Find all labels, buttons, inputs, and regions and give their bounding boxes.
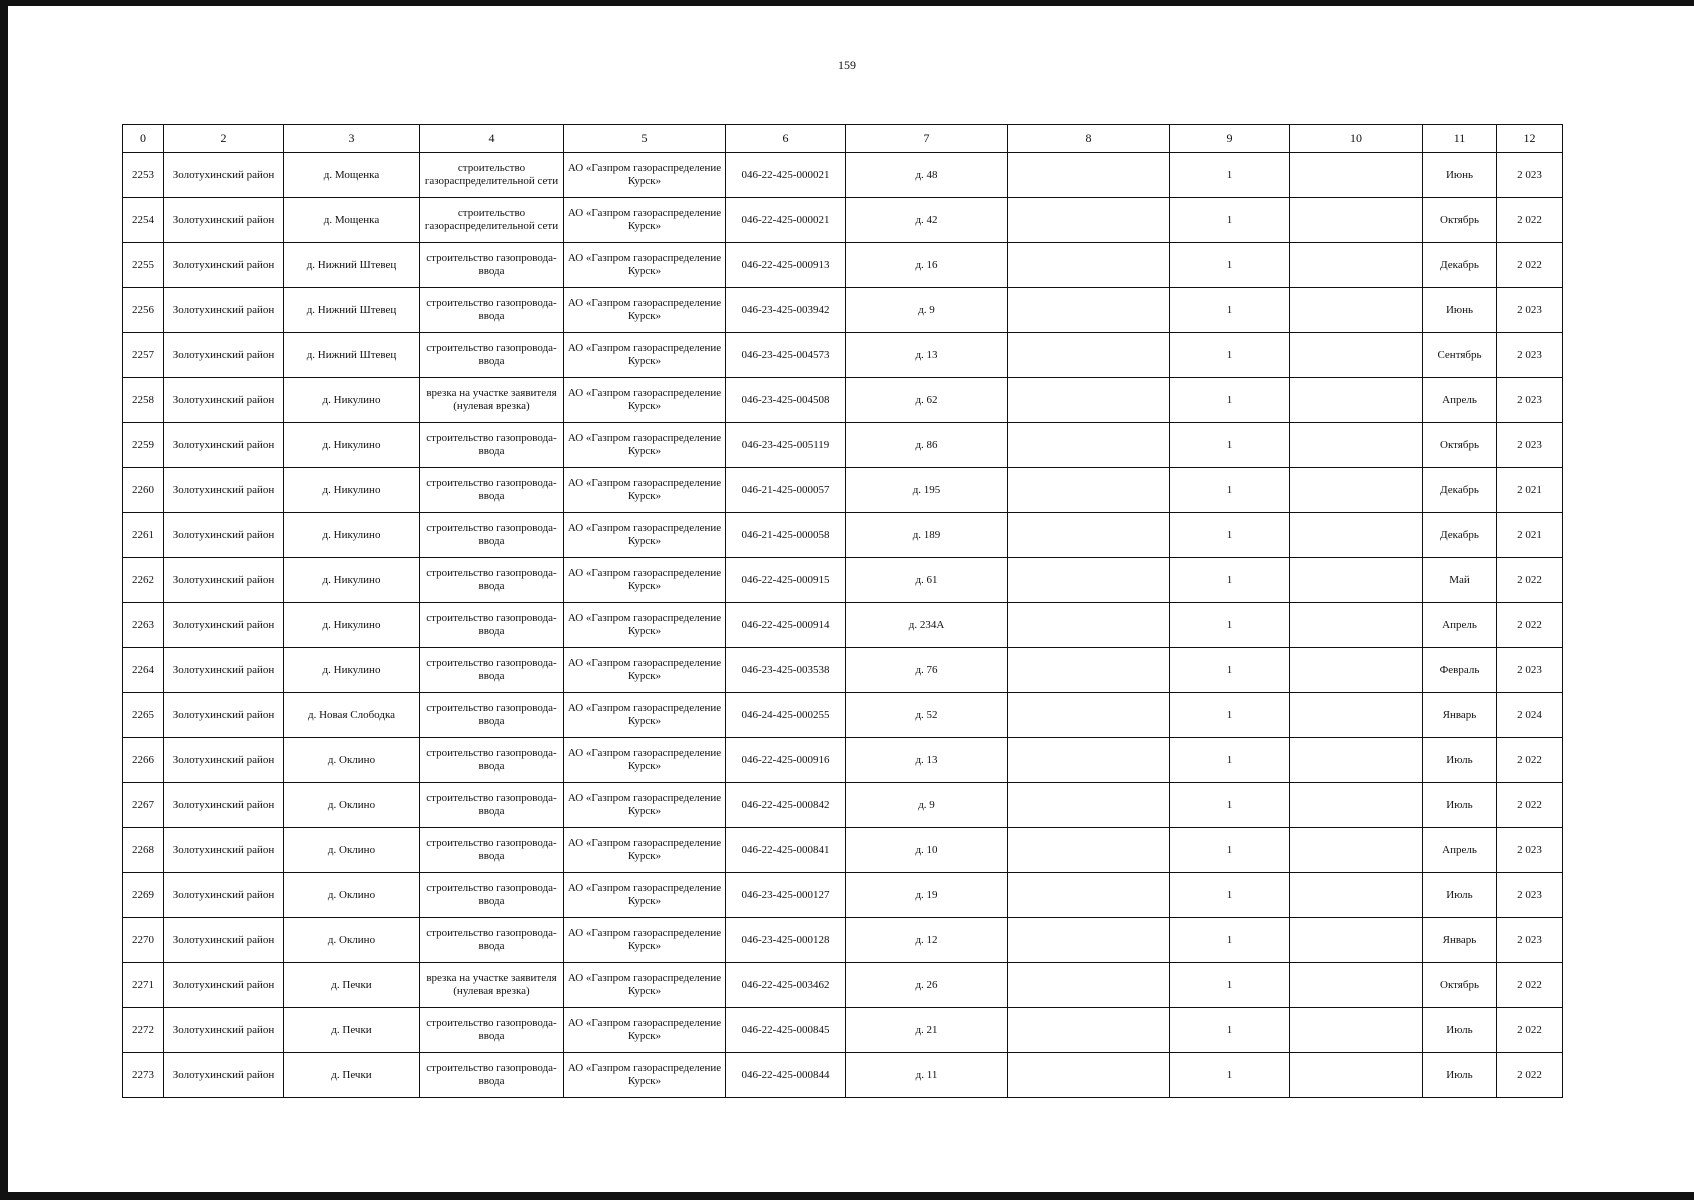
column-header: 9 [1170, 125, 1290, 153]
work-type-cell: строительство газопровода-ввода [420, 423, 564, 468]
column-10-cell [1290, 333, 1423, 378]
organization-cell: АО «Газпром газораспределение Курск» [564, 1008, 726, 1053]
work-type-cell: врезка на участке заявителя (нулевая врезка) [420, 378, 564, 423]
quantity-cell: 1 [1170, 783, 1290, 828]
page-number: 159 [838, 58, 856, 72]
work-type-cell: строительство газопровода-ввода [420, 828, 564, 873]
work-type-cell: строительство газопровода-ввода [420, 468, 564, 513]
organization-cell: АО «Газпром газораспределение Курск» [564, 1053, 726, 1098]
column-header: 6 [726, 125, 846, 153]
column-8-cell [1008, 423, 1170, 468]
work-type-cell: строительство газопровода-ввода [420, 918, 564, 963]
row-number-cell: 2273 [123, 1053, 164, 1098]
address-cell: д. 61 [846, 558, 1008, 603]
settlement-cell: д. Нижний Штевец [284, 333, 420, 378]
organization-cell: АО «Газпром газораспределение Курск» [564, 198, 726, 243]
quantity-cell: 1 [1170, 963, 1290, 1008]
application-code-cell: 046-21-425-000057 [726, 468, 846, 513]
settlement-cell: д. Оклино [284, 783, 420, 828]
application-code-cell: 046-22-425-000021 [726, 153, 846, 198]
column-8-cell [1008, 198, 1170, 243]
row-number-cell: 2264 [123, 648, 164, 693]
application-code-cell: 046-23-425-000128 [726, 918, 846, 963]
organization-cell: АО «Газпром газораспределение Курск» [564, 558, 726, 603]
organization-cell: АО «Газпром газораспределение Курск» [564, 243, 726, 288]
table-row [123, 1008, 1563, 1053]
year-cell: 2 021 [1497, 468, 1563, 513]
quantity-cell: 1 [1170, 603, 1290, 648]
quantity-cell: 1 [1170, 648, 1290, 693]
row-number-cell: 2262 [123, 558, 164, 603]
application-code-cell: 046-22-425-000914 [726, 603, 846, 648]
address-cell: д. 9 [846, 783, 1008, 828]
district-cell: Золотухинский район [164, 288, 284, 333]
organization-cell: АО «Газпром газораспределение Курск» [564, 513, 726, 558]
column-8-cell [1008, 513, 1170, 558]
quantity-cell: 1 [1170, 738, 1290, 783]
settlement-cell: д. Нижний Штевец [284, 288, 420, 333]
quantity-cell: 1 [1170, 198, 1290, 243]
application-code-cell: 046-23-425-004573 [726, 333, 846, 378]
year-cell: 2 022 [1497, 603, 1563, 648]
table-row [123, 468, 1563, 513]
month-cell: Апрель [1423, 603, 1497, 648]
address-cell: д. 189 [846, 513, 1008, 558]
settlement-cell: д. Мощенка [284, 153, 420, 198]
row-number-cell: 2268 [123, 828, 164, 873]
column-10-cell [1290, 558, 1423, 603]
application-code-cell: 046-22-425-000845 [726, 1008, 846, 1053]
address-cell: д. 52 [846, 693, 1008, 738]
month-cell: Сентябрь [1423, 333, 1497, 378]
work-type-cell: строительство газопровода-ввода [420, 873, 564, 918]
application-code-cell: 046-23-425-000127 [726, 873, 846, 918]
settlement-cell: д. Никулино [284, 468, 420, 513]
organization-cell: АО «Газпром газораспределение Курск» [564, 828, 726, 873]
organization-cell: АО «Газпром газораспределение Курск» [564, 783, 726, 828]
work-type-cell: строительство газопровода-ввода [420, 1053, 564, 1098]
organization-cell: АО «Газпром газораспределение Курск» [564, 648, 726, 693]
row-number-cell: 2257 [123, 333, 164, 378]
district-cell: Золотухинский район [164, 558, 284, 603]
application-code-cell: 046-23-425-005119 [726, 423, 846, 468]
work-type-cell: строительство газораспределительной сети [420, 153, 564, 198]
month-cell: Апрель [1423, 828, 1497, 873]
application-code-cell: 046-23-425-004508 [726, 378, 846, 423]
application-code-cell: 046-23-425-003942 [726, 288, 846, 333]
table-row [123, 918, 1563, 963]
table-row [123, 738, 1563, 783]
header-row [123, 125, 1563, 153]
year-cell: 2 022 [1497, 963, 1563, 1008]
application-code-cell: 046-22-425-000844 [726, 1053, 846, 1098]
settlement-cell: д. Оклино [284, 738, 420, 783]
column-8-cell [1008, 558, 1170, 603]
settlement-cell: д. Никулино [284, 558, 420, 603]
column-8-cell [1008, 873, 1170, 918]
year-cell: 2 023 [1497, 648, 1563, 693]
district-cell: Золотухинский район [164, 873, 284, 918]
work-type-cell: строительство газопровода-ввода [420, 693, 564, 738]
quantity-cell: 1 [1170, 378, 1290, 423]
organization-cell: АО «Газпром газораспределение Курск» [564, 333, 726, 378]
year-cell: 2 022 [1497, 783, 1563, 828]
district-cell: Золотухинский район [164, 783, 284, 828]
column-10-cell [1290, 693, 1423, 738]
month-cell: Декабрь [1423, 243, 1497, 288]
address-cell: д. 21 [846, 1008, 1008, 1053]
district-cell: Золотухинский район [164, 153, 284, 198]
table-row [123, 873, 1563, 918]
month-cell: Февраль [1423, 648, 1497, 693]
column-10-cell [1290, 918, 1423, 963]
organization-cell: АО «Газпром газораспределение Курск» [564, 693, 726, 738]
quantity-cell: 1 [1170, 333, 1290, 378]
column-10-cell [1290, 963, 1423, 1008]
row-number-cell: 2259 [123, 423, 164, 468]
column-8-cell [1008, 333, 1170, 378]
work-type-cell: строительство газопровода-ввода [420, 513, 564, 558]
district-cell: Золотухинский район [164, 1053, 284, 1098]
table-row [123, 558, 1563, 603]
settlement-cell: д. Никулино [284, 603, 420, 648]
table-row [123, 783, 1563, 828]
address-cell: д. 10 [846, 828, 1008, 873]
organization-cell: АО «Газпром газораспределение Курск» [564, 603, 726, 648]
district-cell: Золотухинский район [164, 1008, 284, 1053]
address-cell: д. 13 [846, 738, 1008, 783]
district-cell: Золотухинский район [164, 963, 284, 1008]
quantity-cell: 1 [1170, 918, 1290, 963]
work-type-cell: строительство газопровода-ввода [420, 288, 564, 333]
column-8-cell [1008, 783, 1170, 828]
work-type-cell: строительство газопровода-ввода [420, 243, 564, 288]
month-cell: Октябрь [1423, 198, 1497, 243]
district-cell: Золотухинский район [164, 738, 284, 783]
row-number-cell: 2269 [123, 873, 164, 918]
register-table [122, 124, 1563, 1098]
organization-cell: АО «Газпром газораспределение Курск» [564, 423, 726, 468]
month-cell: Июль [1423, 783, 1497, 828]
year-cell: 2 023 [1497, 378, 1563, 423]
settlement-cell: д. Печки [284, 1053, 420, 1098]
column-8-cell [1008, 918, 1170, 963]
column-header: 4 [420, 125, 564, 153]
address-cell: д. 16 [846, 243, 1008, 288]
year-cell: 2 024 [1497, 693, 1563, 738]
month-cell: Январь [1423, 693, 1497, 738]
column-10-cell [1290, 468, 1423, 513]
quantity-cell: 1 [1170, 423, 1290, 468]
work-type-cell: строительство газопровода-ввода [420, 738, 564, 783]
year-cell: 2 023 [1497, 333, 1563, 378]
settlement-cell: д. Новая Слободка [284, 693, 420, 738]
column-8-cell [1008, 603, 1170, 648]
application-code-cell: 046-22-425-003462 [726, 963, 846, 1008]
year-cell: 2 023 [1497, 918, 1563, 963]
work-type-cell: врезка на участке заявителя (нулевая врезка) [420, 963, 564, 1008]
year-cell: 2 023 [1497, 288, 1563, 333]
column-10-cell [1290, 738, 1423, 783]
month-cell: Май [1423, 558, 1497, 603]
address-cell: д. 12 [846, 918, 1008, 963]
quantity-cell: 1 [1170, 153, 1290, 198]
work-type-cell: строительство газопровода-ввода [420, 603, 564, 648]
address-cell: д. 62 [846, 378, 1008, 423]
column-10-cell [1290, 828, 1423, 873]
column-header: 3 [284, 125, 420, 153]
application-code-cell: 046-22-425-000916 [726, 738, 846, 783]
year-cell: 2 023 [1497, 153, 1563, 198]
work-type-cell: строительство газопровода-ввода [420, 1008, 564, 1053]
column-8-cell [1008, 738, 1170, 783]
settlement-cell: д. Мощенка [284, 198, 420, 243]
settlement-cell: д. Никулино [284, 648, 420, 693]
table-row [123, 378, 1563, 423]
column-header: 10 [1290, 125, 1423, 153]
application-code-cell: 046-22-425-000841 [726, 828, 846, 873]
settlement-cell: д. Оклино [284, 873, 420, 918]
year-cell: 2 022 [1497, 1053, 1563, 1098]
settlement-cell: д. Печки [284, 1008, 420, 1053]
application-code-cell: 046-22-425-000913 [726, 243, 846, 288]
row-number-cell: 2260 [123, 468, 164, 513]
column-header: 8 [1008, 125, 1170, 153]
organization-cell: АО «Газпром газораспределение Курск» [564, 918, 726, 963]
address-cell: д. 195 [846, 468, 1008, 513]
work-type-cell: строительство газопровода-ввода [420, 648, 564, 693]
month-cell: Апрель [1423, 378, 1497, 423]
column-header: 7 [846, 125, 1008, 153]
scan-edge-bottom [0, 1192, 1694, 1200]
column-8-cell [1008, 288, 1170, 333]
address-cell: д. 11 [846, 1053, 1008, 1098]
month-cell: Январь [1423, 918, 1497, 963]
district-cell: Золотухинский район [164, 513, 284, 558]
year-cell: 2 023 [1497, 423, 1563, 468]
year-cell: 2 022 [1497, 198, 1563, 243]
row-number-cell: 2265 [123, 693, 164, 738]
quantity-cell: 1 [1170, 243, 1290, 288]
column-10-cell [1290, 243, 1423, 288]
organization-cell: АО «Газпром газораспределение Курск» [564, 378, 726, 423]
application-code-cell: 046-24-425-000255 [726, 693, 846, 738]
row-number-cell: 2271 [123, 963, 164, 1008]
settlement-cell: д. Никулино [284, 513, 420, 558]
scan-edge-top [0, 0, 1694, 6]
quantity-cell: 1 [1170, 1008, 1290, 1053]
month-cell: Июль [1423, 738, 1497, 783]
application-code-cell: 046-23-425-003538 [726, 648, 846, 693]
month-cell: Октябрь [1423, 963, 1497, 1008]
row-number-cell: 2267 [123, 783, 164, 828]
application-code-cell: 046-22-425-000842 [726, 783, 846, 828]
settlement-cell: д. Нижний Штевец [284, 243, 420, 288]
column-10-cell [1290, 378, 1423, 423]
row-number-cell: 2255 [123, 243, 164, 288]
application-code-cell: 046-22-425-000915 [726, 558, 846, 603]
column-8-cell [1008, 243, 1170, 288]
year-cell: 2 022 [1497, 738, 1563, 783]
quantity-cell: 1 [1170, 558, 1290, 603]
row-number-cell: 2261 [123, 513, 164, 558]
district-cell: Золотухинский район [164, 693, 284, 738]
month-cell: Июнь [1423, 288, 1497, 333]
row-number-cell: 2258 [123, 378, 164, 423]
quantity-cell: 1 [1170, 693, 1290, 738]
month-cell: Июль [1423, 1053, 1497, 1098]
column-10-cell [1290, 1008, 1423, 1053]
address-cell: д. 13 [846, 333, 1008, 378]
column-8-cell [1008, 1053, 1170, 1098]
table-row [123, 603, 1563, 648]
table-row [123, 1053, 1563, 1098]
column-8-cell [1008, 153, 1170, 198]
district-cell: Золотухинский район [164, 333, 284, 378]
month-cell: Июль [1423, 1008, 1497, 1053]
table-row [123, 648, 1563, 693]
district-cell: Золотухинский район [164, 468, 284, 513]
column-8-cell [1008, 468, 1170, 513]
column-8-cell [1008, 693, 1170, 738]
work-type-cell: строительство газопровода-ввода [420, 783, 564, 828]
district-cell: Золотухинский район [164, 648, 284, 693]
column-10-cell [1290, 603, 1423, 648]
quantity-cell: 1 [1170, 468, 1290, 513]
organization-cell: АО «Газпром газораспределение Курск» [564, 153, 726, 198]
year-cell: 2 022 [1497, 243, 1563, 288]
column-10-cell [1290, 198, 1423, 243]
column-10-cell [1290, 513, 1423, 558]
district-cell: Золотухинский район [164, 378, 284, 423]
column-10-cell [1290, 783, 1423, 828]
table-row [123, 693, 1563, 738]
column-10-cell [1290, 873, 1423, 918]
organization-cell: АО «Газпром газораспределение Курск» [564, 288, 726, 333]
month-cell: Июнь [1423, 153, 1497, 198]
address-cell: д. 48 [846, 153, 1008, 198]
quantity-cell: 1 [1170, 513, 1290, 558]
column-10-cell [1290, 1053, 1423, 1098]
column-header: 2 [164, 125, 284, 153]
application-code-cell: 046-22-425-000021 [726, 198, 846, 243]
year-cell: 2 022 [1497, 558, 1563, 603]
row-number-cell: 2263 [123, 603, 164, 648]
district-cell: Золотухинский район [164, 918, 284, 963]
column-8-cell [1008, 828, 1170, 873]
column-8-cell [1008, 1008, 1170, 1053]
table-row [123, 243, 1563, 288]
row-number-cell: 2270 [123, 918, 164, 963]
row-number-cell: 2256 [123, 288, 164, 333]
application-code-cell: 046-21-425-000058 [726, 513, 846, 558]
month-cell: Июль [1423, 873, 1497, 918]
column-8-cell [1008, 648, 1170, 693]
district-cell: Золотухинский район [164, 603, 284, 648]
month-cell: Октябрь [1423, 423, 1497, 468]
table-row [123, 153, 1563, 198]
settlement-cell: д. Никулино [284, 423, 420, 468]
work-type-cell: строительство газопровода-ввода [420, 558, 564, 603]
organization-cell: АО «Газпром газораспределение Курск» [564, 963, 726, 1008]
district-cell: Золотухинский район [164, 828, 284, 873]
settlement-cell: д. Никулино [284, 378, 420, 423]
quantity-cell: 1 [1170, 828, 1290, 873]
register-body [123, 153, 1563, 1098]
quantity-cell: 1 [1170, 1053, 1290, 1098]
column-header: 0 [123, 125, 164, 153]
district-cell: Золотухинский район [164, 423, 284, 468]
district-cell: Золотухинский район [164, 198, 284, 243]
table-row [123, 198, 1563, 243]
row-number-cell: 2253 [123, 153, 164, 198]
year-cell: 2 023 [1497, 828, 1563, 873]
column-8-cell [1008, 378, 1170, 423]
month-cell: Декабрь [1423, 513, 1497, 558]
column-header: 5 [564, 125, 726, 153]
address-cell: д. 86 [846, 423, 1008, 468]
work-type-cell: строительство газопровода-ввода [420, 333, 564, 378]
settlement-cell: д. Печки [284, 963, 420, 1008]
work-type-cell: строительство газораспределительной сети [420, 198, 564, 243]
column-10-cell [1290, 648, 1423, 693]
month-cell: Декабрь [1423, 468, 1497, 513]
year-cell: 2 023 [1497, 873, 1563, 918]
column-10-cell [1290, 153, 1423, 198]
year-cell: 2 021 [1497, 513, 1563, 558]
year-cell: 2 022 [1497, 1008, 1563, 1053]
address-cell: д. 234А [846, 603, 1008, 648]
settlement-cell: д. Оклино [284, 918, 420, 963]
quantity-cell: 1 [1170, 873, 1290, 918]
table-row [123, 828, 1563, 873]
table-row [123, 333, 1563, 378]
district-cell: Золотухинский район [164, 243, 284, 288]
organization-cell: АО «Газпром газораспределение Курск» [564, 738, 726, 783]
row-number-cell: 2272 [123, 1008, 164, 1053]
address-cell: д. 76 [846, 648, 1008, 693]
table-row [123, 423, 1563, 468]
row-number-cell: 2254 [123, 198, 164, 243]
column-10-cell [1290, 423, 1423, 468]
address-cell: д. 19 [846, 873, 1008, 918]
organization-cell: АО «Газпром газораспределение Курск» [564, 468, 726, 513]
address-cell: д. 9 [846, 288, 1008, 333]
table-row [123, 288, 1563, 333]
table-row [123, 963, 1563, 1008]
table-row [123, 513, 1563, 558]
column-8-cell [1008, 963, 1170, 1008]
address-cell: д. 26 [846, 963, 1008, 1008]
scan-edge-left [0, 0, 8, 1200]
column-10-cell [1290, 288, 1423, 333]
address-cell: д. 42 [846, 198, 1008, 243]
settlement-cell: д. Оклино [284, 828, 420, 873]
row-number-cell: 2266 [123, 738, 164, 783]
quantity-cell: 1 [1170, 288, 1290, 333]
column-header: 11 [1423, 125, 1497, 153]
organization-cell: АО «Газпром газораспределение Курск» [564, 873, 726, 918]
column-header: 12 [1497, 125, 1563, 153]
